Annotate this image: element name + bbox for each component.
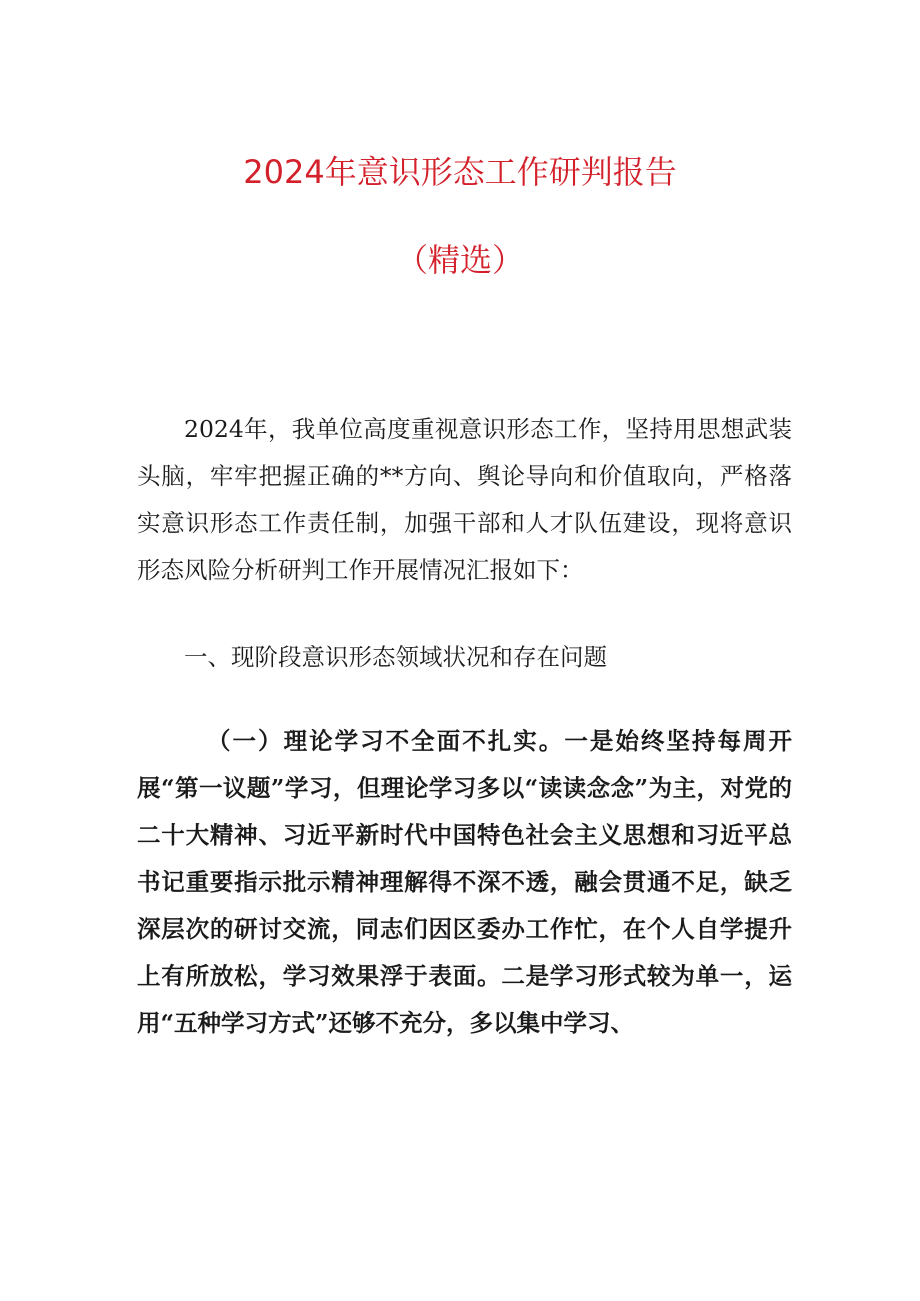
- document-title: 2024年意识形态工作研判报告: [243, 153, 677, 191]
- section-paragraph: （一）理论学习不全面不扎实。一是始终坚持每周开展“第一议题”学习，但理论学习多以“读读念念”为主，对党的二十大精神、习近平新时代中国特色社会主义思想和习近平总书记重要指示批示精神理解得不深不透，融会贯通不足，缺乏深层次的研讨交流，同志们因区委办工作忙，在个人自学提升上有所放松，学习效果浮于表面。二是学习形式较为单一，运用“五种学习方式”还够不充分，多以集中学习、: [137, 727, 792, 1037]
- document-subtitle: （精选）: [395, 241, 524, 279]
- intro-paragraph: 2024年，我单位高度重视意识形态工作，坚持用思想武装头脑，牢牢把握正确的**方向、舆论导向和价值取向，严格落实意识形态工作责任制，加强干部和人才队伍建设，现将意识形态风险分析研判工作开展情况汇报如下：: [137, 415, 792, 584]
- section-heading: 一、现阶段意识形态领域状况和存在问题: [184, 643, 607, 671]
